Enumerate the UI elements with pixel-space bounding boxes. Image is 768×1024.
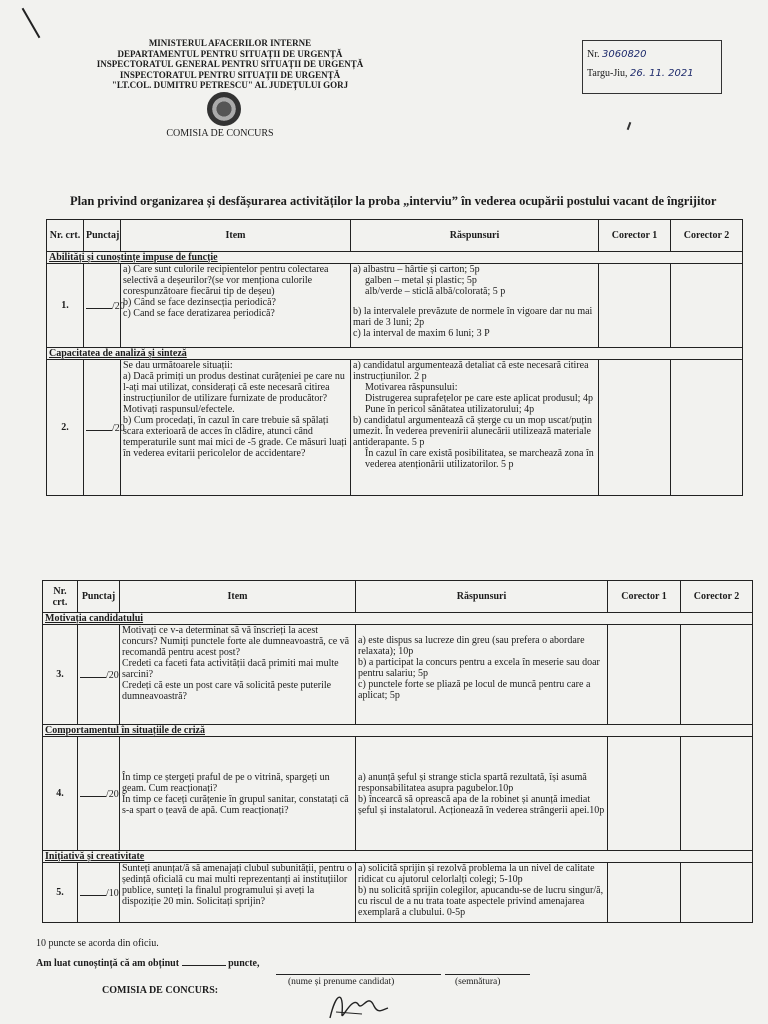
item-cell (120, 625, 356, 725)
section-title: Comportamentul în situațiile de criză (43, 725, 753, 737)
item-text: În timp ce ștergeți praful de pe o vitrină, spargeți un geam. Cum reacționați? (122, 771, 330, 794)
answer-text: a) este dispus sa lucreze din greu (sau prefera o abordare relaxata); 10p (358, 635, 585, 657)
corrector-1-cell[interactable] (599, 360, 671, 496)
registration-box (582, 40, 722, 94)
item-cell (120, 863, 356, 923)
score-blank (86, 299, 112, 309)
answer-text: b) candidatul argumentează că șterge cu un mop uscat/puțin umezit. În vederea prevenirii alunecării utilizează materiale antiderapante. 5 p (353, 415, 592, 448)
candidate-signature-line[interactable] (445, 974, 530, 975)
letterhead-line: "LT.COL. DUMITRU PETRESCU" AL JUDEȚULUI GORJ (111, 80, 349, 90)
answer-text: Motivarea răspunsului: (365, 382, 458, 393)
score-max: /20 (106, 670, 119, 681)
letterhead-line: MINISTERUL AFACERILOR INTERNE (148, 38, 312, 48)
corrector-2-cell[interactable] (671, 360, 743, 496)
item-text: b) Când se face dezinsecția periodică? (123, 297, 276, 308)
item-text: În timp ce faceți curățenie în grupul sanitar, constatați că s-a spart o țeavă de apă. Cum reacționați? (122, 793, 349, 816)
header-nr: Nr. crt. (43, 581, 78, 613)
corrector-2-cell[interactable] (671, 264, 743, 348)
interview-table-part-2 (42, 580, 753, 923)
corrector-1-cell[interactable] (608, 863, 681, 923)
acknowledgement-suffix: puncte, (228, 958, 260, 969)
interview-table-part-1 (46, 219, 743, 496)
header-item: Item (121, 220, 351, 252)
letterhead-line: INSPECTORATUL PENTRU SITUAȚII DE URGENȚĂ (119, 69, 341, 80)
header-item: Item (120, 581, 356, 613)
corrector-2-cell[interactable] (681, 863, 753, 923)
answer-text: Distrugerea suprafețelor pe care este aplicat produsul; 4p (365, 393, 593, 404)
item-cell (121, 360, 351, 496)
score-blank (86, 421, 112, 431)
acknowledgement-line (36, 958, 259, 969)
pen-tick-mark (627, 122, 632, 130)
table-header-row (43, 581, 753, 613)
corrector-1-cell[interactable] (599, 264, 671, 348)
section-row (47, 348, 743, 360)
registration-place: Targu-Jiu, (587, 68, 628, 79)
coat-of-arms-icon (207, 92, 241, 126)
score-cell (78, 625, 120, 725)
letterhead (60, 38, 400, 91)
answers-cell (356, 737, 608, 851)
table-row (43, 863, 753, 923)
corrector-2-cell[interactable] (681, 737, 753, 851)
registration-number: 3060820 (602, 49, 647, 60)
header-raspunsuri: Răspunsuri (351, 220, 599, 252)
answer-text: a) albastru – hârtie și carton; 5p (353, 264, 480, 275)
answer-text: b) a participat la concurs pentru a excela în meserie sau doar pentru salariu; 5p (358, 657, 600, 679)
score-blank (80, 668, 106, 678)
item-text: Sunteți anunțat/ă să amenajați clubul subunității, pentru o ședință oficială cu mai multi reprezentanți ai instituțiilor publice, sunteți la finalul programului și aveți la dispoziție 20 min. Solicitați sprijin? (122, 863, 352, 907)
row-number: 4. (43, 737, 78, 851)
corrector-1-cell[interactable] (608, 625, 681, 725)
answers-cell (351, 360, 599, 496)
handwritten-signature (322, 984, 392, 1024)
score-max: /20 (112, 301, 125, 312)
header-corector-1: Corector 1 (599, 220, 671, 252)
answers-cell (356, 863, 608, 923)
score-cell (78, 737, 120, 851)
section-title: Abilități și cunoștințe impuse de funcție (47, 252, 743, 264)
office-points-note: 10 puncte se acorda din oficiu. (36, 938, 159, 949)
answer-text: Pune în pericol sănătatea utilizatorului; 4p (365, 404, 535, 415)
answer-text: alb/verde – sticlă albă/colorată; 5 p (365, 286, 506, 297)
item-text: a) Care sunt culorile recipientelor pentru colectarea selectivă a deșeurilor?(se vor menționa culorile corespunzătoare fiecărui tip de deșeu) (123, 264, 329, 297)
row-number: 5. (43, 863, 78, 923)
header-raspunsuri: Răspunsuri (356, 581, 608, 613)
answer-text: c) punctele forte se pliază pe locul de muncă pentru care a aplicat; 5p (358, 679, 591, 701)
section-title: Inițiativă și creativitate (43, 851, 753, 863)
table-row (43, 737, 753, 851)
score-cell (84, 360, 125, 496)
answer-text: c) la interval de maxim 6 luni; 3 P (353, 328, 490, 339)
table-row (47, 360, 743, 496)
signature-caption: (semnătura) (455, 977, 501, 987)
header-corector-1: Corector 1 (608, 581, 681, 613)
plan-title: Plan privind organizarea și desfășurarea activităților la proba „interviu” în vederea ocupării postului vacant de îngrijitor (70, 194, 717, 208)
item-cell (121, 264, 351, 348)
row-number: 3. (43, 625, 78, 725)
answer-text: a) candidatul argumentează detaliat că este necesară citirea instrucțiunilor. 2 p (353, 360, 589, 382)
header-punctaj: Punctaj (78, 581, 120, 613)
commission-heading: COMISIA DE CONCURS (166, 128, 274, 139)
letterhead-line: DEPARTAMENTUL PENTRU SITUAȚII DE URGENȚĂ (117, 48, 343, 59)
pen-stroke-mark (22, 8, 41, 38)
score-max: /20 (112, 423, 125, 434)
registration-date: 26. 11. 2021 (630, 68, 694, 79)
item-text: a) Dacă primiți un produs destinat curățeniei pe care nu l-ați mai utilizat, considerați că este necesară citirea instrucțiunilor de utilizare furnizate de producător? Motivați raspunsul/efectele. (123, 371, 345, 415)
acknowledgement-prefix: Am luat cunoștință că am obținut (36, 958, 180, 969)
section-row (43, 851, 753, 863)
item-text: Credeți că este un post care vă solicită peste puterile dumneavoastră? (122, 680, 332, 702)
answer-text: a) anunță șeful și strange sticla spartă rezultată, își asumă responsabilitatea asupra pagubelor.10p (358, 771, 587, 794)
header-punctaj: Punctaj (84, 220, 121, 252)
section-row (43, 725, 753, 737)
answers-cell (351, 264, 599, 348)
header-nr: Nr. crt. (47, 220, 84, 252)
score-max: /10 (106, 888, 119, 899)
header-corector-2: Corector 2 (671, 220, 743, 252)
item-text: c) Cand se face deratizarea periodică? (123, 308, 275, 319)
score-blank (80, 886, 106, 896)
section-row (47, 252, 743, 264)
section-title: Capacitatea de analiză și sinteză (47, 348, 743, 360)
commission-signature-label: COMISIA DE CONCURS: (102, 985, 219, 996)
answer-text: b) nu solicită sprijin colegilor, apucandu-se de lucru singur/ă, cu riscul de a nu trata toate aspectele privind amenajarea exemplară a clubului. 0-5p (358, 885, 604, 918)
item-text: Credeti ca faceti fata activității dacă primiti mai multe sarcini? (122, 658, 339, 680)
item-text: b) Cum procedați, în cazul în care trebuie să spălați scara exterioară de acces în clădire, atunci când temperaturile sunt mai mici de -5 grade. Ce măsuri luați în vederea evitarii pericolelor de accidentare? (123, 415, 347, 459)
answer-text: b) încearcă să oprească apa de la robinet și anunță imediat șeful și instalatorul. Acționează în vederea strângerii apei.10p (358, 793, 605, 816)
score-cell (78, 863, 120, 923)
item-text: Se dau următoarele situații: (123, 360, 233, 371)
answer-text: galben – metal și plastic; 5p (365, 275, 477, 286)
candidate-name-caption: (nume și prenume candidat) (288, 977, 395, 987)
score-cell (84, 264, 125, 348)
answers-cell (356, 625, 608, 725)
corrector-1-cell[interactable] (608, 737, 681, 851)
score-max: /20 (106, 789, 119, 800)
points-blank[interactable] (182, 965, 226, 966)
item-text: Motivați ce v-a determinat să vă înscrieți la acest concurs? Numiți punctele forte ale dumneavoastră, ce vă recomandă pentru acest post? (122, 625, 350, 658)
registration-number-label: Nr. (587, 49, 600, 60)
answer-text: a) solicită sprijin și rezolvă problema la un nivel de calitate ridicat cu ajutorul celorlalți colegi; 5-10p (358, 863, 595, 885)
letterhead-line: INSPECTORATUL GENERAL PENTRU SITUAȚII DE URGENȚĂ (96, 59, 364, 69)
header-corector-2: Corector 2 (681, 581, 753, 613)
row-number: 2. (47, 360, 84, 496)
table-row (43, 625, 753, 725)
section-row (43, 613, 753, 625)
answer-text: În cazul în care există posibilitatea, se marchează zona în vederea atenționării utilizatorilor. 5 p (365, 448, 594, 470)
section-title: Motivația candidatului (43, 613, 753, 625)
table-header-row (47, 220, 743, 252)
corrector-2-cell[interactable] (681, 625, 753, 725)
row-number: 1. (47, 264, 84, 348)
score-blank (80, 787, 106, 797)
item-cell (120, 737, 356, 851)
answer-text: b) la intervalele prevăzute de normele în vigoare dar nu mai mari de 3 luni; 2p (353, 306, 593, 328)
table-row (47, 264, 743, 348)
candidate-name-line[interactable] (276, 974, 441, 975)
